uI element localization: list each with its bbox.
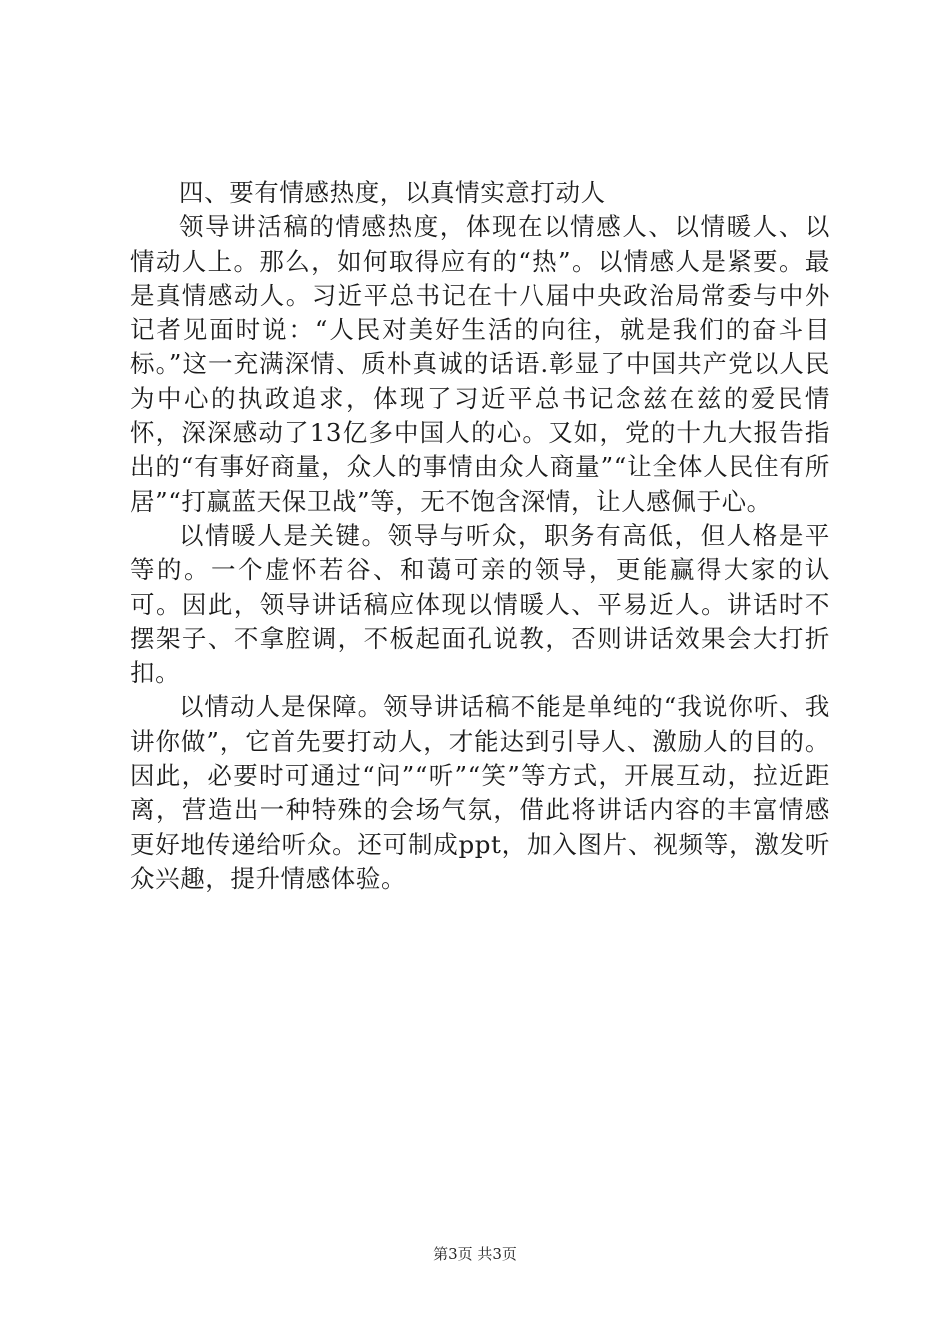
paragraph: 以情动人是保障。领导讲话稿不能是单纯的“我说你听、我讲你做”，它首先要打动人，才能达到引导人、激励人的目的。因此，必要时可通过“问”“听”“笑”等方式，开展互动，拉近距离，营造出一种特殊的会场气氛，借此将讲话内容的丰富情感更好地传递给听众。还可制成ppt，加入图片、视频等，激发听众兴趣，提升情感体验。 — [130, 692, 830, 893]
paragraph: 领导讲活稿的情感热度，体现在以情感人、以情暖人、以情动人上。那么，如何取得应有的“热”。以情感人是紧要。最是真情感动人。习近平总书记在十八届中央政治局常委与中外记者见面时说：“人民对美好生活的向往，就是我们的奋斗目标。”这一充满深情、质朴真诚的话语.彰显了中国共产党以人民为中心的执政追求，体现了习近平总书记念兹在兹的爱民情怀，深深感动了13亿多中国人的心。又如，党的十九大报告指出的“有事好商量，众人的事情由众人商量”“让全体人民住有所居”“打赢蓝天保卫战”等，无不饱含深情，让人感佩于心。 — [130, 212, 830, 516]
paragraph: 以情暖人是关键。领导与听众，职务有高低，但人格是平等的。一个虚怀若谷、和蔼可亲的领导，更能赢得大家的认可。因此，领导讲话稿应体现以情暖人、平易近人。讲话时不摆架子、不拿腔调，不板起面孔说教，否则讲话效果会大打折扣。 — [130, 520, 830, 688]
document-body — [130, 176, 830, 896]
section-heading: 四、要有情感热度，以真情实意打动人 — [179, 178, 606, 207]
page-footer — [0, 1244, 950, 1264]
page-number: 第3页 共3页 — [433, 1245, 517, 1263]
